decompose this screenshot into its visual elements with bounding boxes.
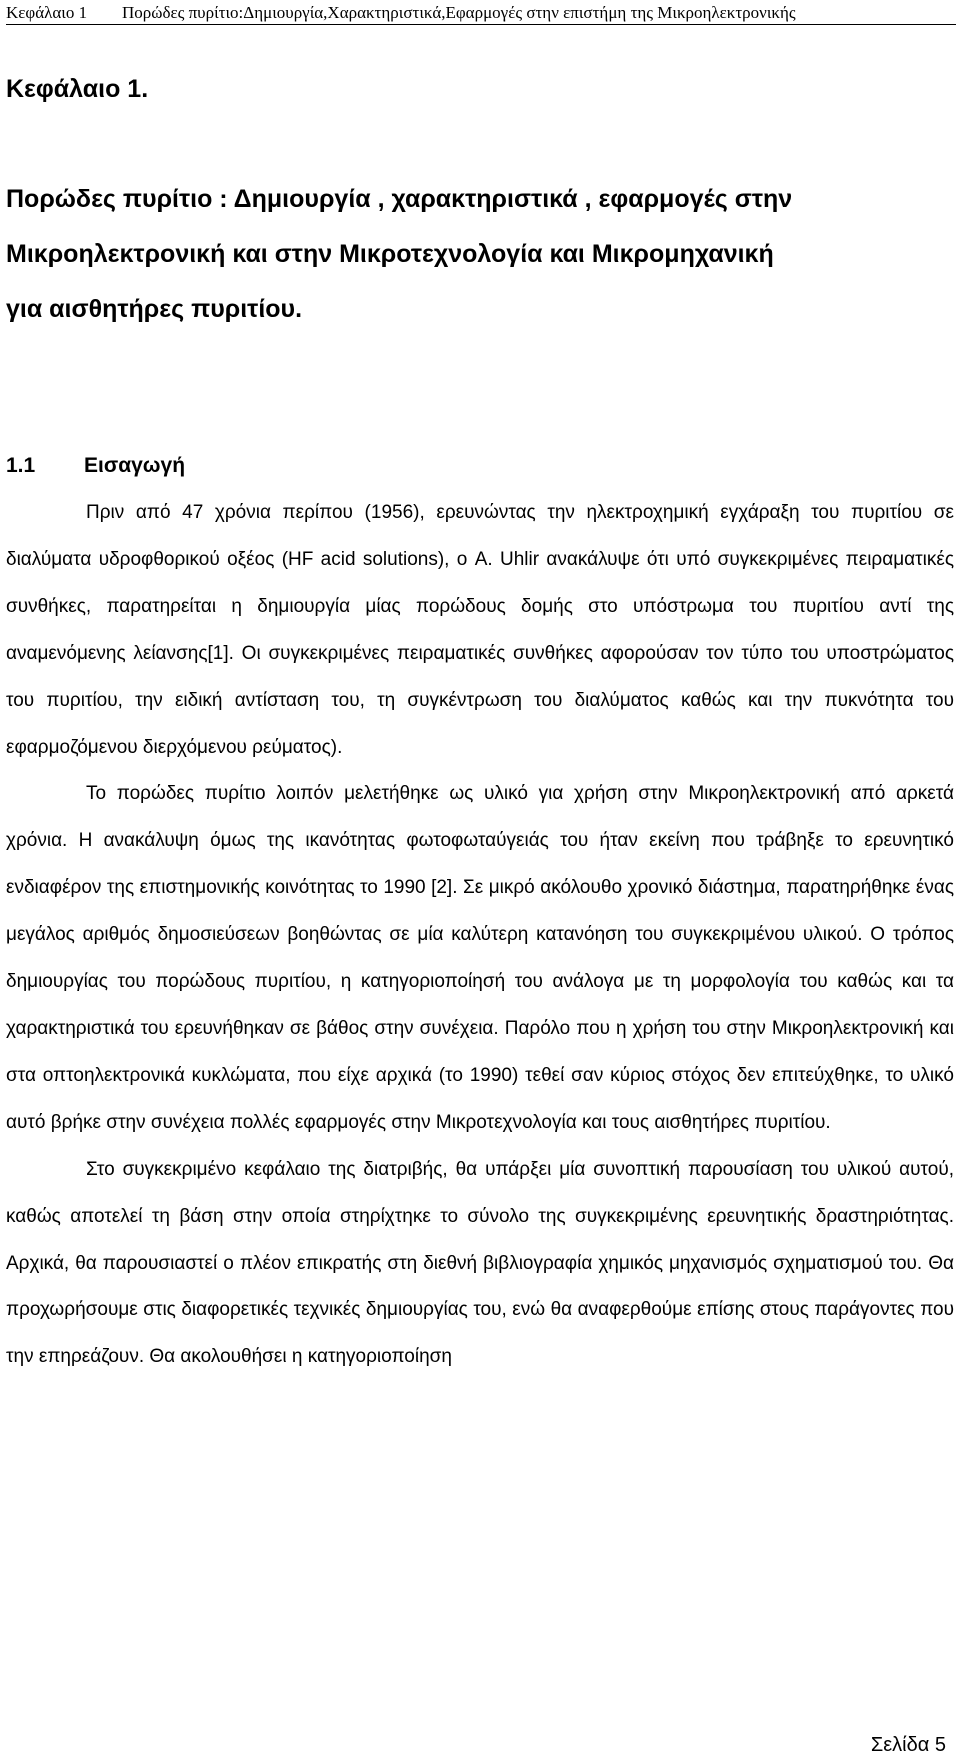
header-running-title: Πορώδες πυρίτιο:Δημιουργία,Χαρακτηριστικά,Εφαρμογές στην επιστήμη της Μικροηλεκτρονικής <box>122 3 796 22</box>
paragraph: Στο συγκεκριμένο κεφάλαιο της διατριβής, θα υπάρξει μία συνοπτική παρουσίαση του υλικού αυτού, καθώς αποτελεί τη βάση στην οποία στηρίχτηκε το σύνολο της συγκεκριμένης ερευνητικής δραστηριότητας. Αρχικά, θα παρουσιαστεί ο πλέον επικρατής στη διεθνή βιβλιογραφία χημικός μηχανισμός σχηματισμού του. Θα προχωρήσουμε στις διαφορετικές τεχνικές δημιουργίας του, ενώ θα αναφερθούμε επίσης στους παράγοντες που την επηρεάζουν. Θα ακολουθήσει η κατηγοριοποίηση <box>6 1158 954 1368</box>
section-heading <box>6 452 185 480</box>
body-text <box>6 490 954 1381</box>
page-number: Σελίδα 5 <box>870 1734 946 1756</box>
header-divider <box>6 24 956 25</box>
chapter-title-line: Μικροηλεκτρονική και στην Μικροτεχνολογία και Μικρομηχανική <box>6 240 774 268</box>
running-header <box>6 2 956 24</box>
section-title: Εισαγωγή <box>84 454 186 477</box>
section-number: 1.1 <box>6 454 36 477</box>
chapter-title-line: για αισθητήρες πυριτίου. <box>6 295 303 323</box>
paragraph: Πριν από 47 χρόνια περίπου (1956), ερευνώντας την ηλεκτροχημική εγχάραξη του πυριτίου σε διαλύματα υδροφθορικού οξέος (HF acid solutions), ο A. Uhlir ανακάλυψε ότι υπό συγκεκριμένες πειραματικές συνθήκες, παρατηρείται η δημιουργία μίας πορώδους δομής στο υπόστρωμα του πυριτίου αντί της αναμενόμενης λείανσης[1]. Οι συγκεκριμένες πειραματικές συνθήκες αφορούσαν τον τύπο του υποστρώματος του πυριτίου, την ειδική αντίσταση του, τη συγκέντρωση του διαλύματος καθώς και την πυκνότητα του εφαρμοζόμενου διερχόμενου ρεύματος). <box>6 502 954 758</box>
chapter-title-line: Πορώδες πυρίτιο : Δημιουργία , χαρακτηριστικά , εφαρμογές στην <box>6 185 793 213</box>
chapter-label: Κεφάλαιο 1. <box>6 75 149 103</box>
chapter-title <box>6 172 956 337</box>
header-chapter: Κεφάλαιο 1 <box>6 3 88 22</box>
paragraph: Το πορώδες πυρίτιο λοιπόν μελετήθηκε ως υλικό για χρήση στην Μικροηλεκτρονική από αρκετά χρόνια. Η ανακάλυψη όμως της ικανότητας φωτοφωταύγειάς του ήταν εκείνη που τράβηξε το ερευνητικό ενδιαφέρον της επιστημονικής κοινότητας το 1990 [2]. Σε μικρό ακόλουθο χρονικό διάστημα, παρατηρήθηκε ένας μεγάλος αριθμός δημοσιεύσεων βοηθώντας σε μία καλύτερη κατανόηση του συγκεκριμένου υλικού. Ο τρόπος δημιουργίας του πορώδους πυριτίου, η κατηγοριοποίησή του ανάλογα με τη μορφολογία του καθώς και τα χαρακτηριστικά του ερευνήθηκαν σε βάθος στην συνέχεια. Παρόλο που η χρήση του στην Μικροηλεκτρονική και στα οπτοηλεκτρονικά κυκλώματα, που είχε αρχικά (το 1990) τεθεί σαν κύριος στόχος δεν επιτεύχθηκε, το υλικό αυτό βρήκε στην συνέχεια πολλές εφαρμογές στην Μικροτεχνολογία και τους αισθητήρες πυριτίου. <box>6 783 954 1133</box>
